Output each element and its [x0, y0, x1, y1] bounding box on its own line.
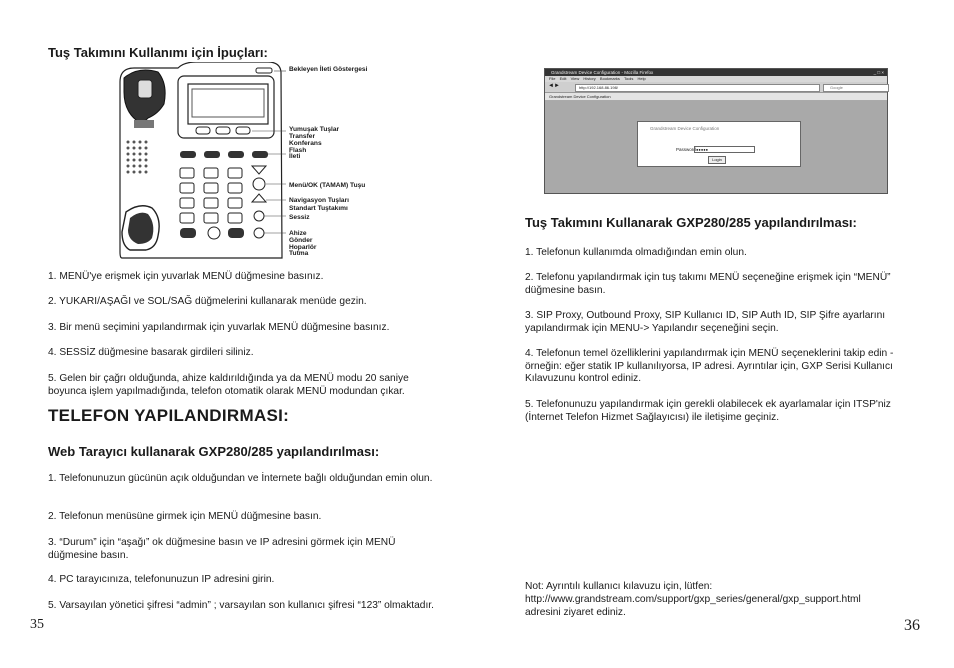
search-box[interactable]: Google: [823, 84, 889, 92]
menu-help[interactable]: Help: [637, 76, 646, 81]
keypad-step-2: 2. Telefonu yapılandırmak için tuş takımı MENÜ seçeneğine erişmek için “MENÜ” düğmesine basın.: [525, 272, 891, 296]
login-panel-title: Grandstream Device Configuration: [650, 126, 720, 131]
menu-bookmarks[interactable]: Bookmarks: [599, 76, 620, 81]
web-step-1: 1. Telefonunuzun gücünün açık olduğundan ve İnternete bağlı olduğundan emin olun.: [48, 473, 433, 484]
tip-5: 5. Gelen bir çağrı olduğunda, ahize kaldırıldığında ya da MENÜ modu 20 saniye boyunca işlem yapılmadığında, telefon otomatik olarak MENÜ modundan çıkar.: [48, 373, 409, 397]
login-button[interactable]: Login: [708, 156, 726, 164]
window-controls-icon: _ □ ×: [873, 70, 884, 75]
label-menu-ok: Menü/OK (TAMAM) Tuşu: [289, 182, 366, 189]
label-handset: Ahize: [289, 230, 307, 237]
web-config-title: Web Tarayıcı kullanarak GXP280/285 yapılandırılması:: [48, 444, 380, 459]
label-send: Gönder: [289, 237, 313, 244]
note-end: adresini ziyaret ediniz.: [525, 607, 626, 618]
password-input[interactable]: ●●●●●: [694, 146, 755, 153]
label-navigation: Navigasyon Tuşları: [289, 197, 349, 204]
tip-1: 1. MENÜ'ye erişmek için yuvarlak MENÜ düğmesine basınız.: [48, 271, 324, 282]
url-bar[interactable]: http://192.168.86.198/: [575, 84, 820, 92]
back-forward-icon[interactable]: ◄►: [548, 83, 560, 89]
login-panel: [637, 121, 801, 167]
menu-view[interactable]: View: [570, 76, 580, 81]
menu-edit[interactable]: Edit: [559, 76, 567, 81]
tip-2: 2. YUKARI/AŞAĞI ve SOL/SAĞ düğmelerini kullanarak menüde gezin.: [48, 296, 367, 307]
tips-title: Tuş Takımını Kullanımı için İpuçları:: [48, 45, 268, 60]
menu-history[interactable]: History: [583, 76, 596, 81]
keypad-step-3: 3. SIP Proxy, Outbound Proxy, SIP Kullanıcı ID, SIP Auth ID, SIP Şifre ayarlarını yapılandırmak için MENU-> Yapılandır seçeneğini seçin.: [525, 310, 886, 334]
label-conference: Konferans: [289, 140, 322, 147]
tip-3: 3. Bir menü seçimini yapılandırmak için yuvarlak MENÜ düğmesine basınız.: [48, 322, 390, 333]
label-speaker: Hoparlör: [289, 244, 317, 251]
section-title: TELEFON YAPILANDIRMASI:: [48, 406, 290, 425]
menu-file[interactable]: File: [549, 76, 556, 81]
keypad-step-4: 4. Telefonun temel özelliklerini yapılandırmak için MENÜ seçeneklerini takip edin - örneğin: eğer statik IP kullanılıyorsa, IP adresi. Ayrıntılar için, GXP Serisi Kullanıcı Kılavuzunu kontrol ediniz.: [525, 348, 894, 384]
page-number-left: 35: [30, 617, 44, 632]
label-mute: Sessiz: [289, 214, 310, 221]
browser-titlebar: [545, 69, 887, 76]
note-line: Not: Ayrıntılı kullanıcı kılavuzu için, lütfen:: [525, 581, 713, 592]
menu-tools[interactable]: Tools: [623, 76, 634, 81]
label-soft-keys: Yumuşak Tuşlar: [289, 126, 340, 133]
label-message-indicator: Bekleyen İleti Göstergesi: [289, 66, 368, 73]
password-label: Password: [676, 147, 696, 152]
keypad-step-1: 1. Telefonun kullanımda olmadığından emin olun.: [525, 247, 747, 258]
page-number-right: 36: [904, 617, 920, 634]
note-url[interactable]: http://www.grandstream.com/support/gxp_series/general/gxp_support.html: [525, 594, 861, 605]
keypad-config-title: Tuş Takımını Kullanarak GXP280/285 yapılandırılması:: [525, 215, 857, 230]
label-message: İleti: [289, 153, 301, 160]
label-transfer: Transfer: [289, 133, 316, 140]
browser-tab[interactable]: [545, 93, 887, 101]
web-step-5: 5. Varsayılan yönetici şifresi “admin” ; varsayılan son kullanıcı şifresi “123” olmaktadır.: [48, 600, 434, 611]
web-step-4: 4. PC tarayıcınıza, telefonunuzun IP adresini girin.: [48, 574, 275, 585]
web-step-2: 2. Telefonun menüsüne girmek için MENÜ düğmesine basın.: [48, 511, 322, 522]
browser-title: Grandstream Device Configuration - Mozilla Firefox: [551, 70, 654, 75]
browser-toolbar: [545, 82, 887, 93]
tip-4: 4. SESSİZ düğmesine basarak girdileri siliniz.: [48, 347, 254, 358]
phone-diagram: [118, 62, 286, 262]
browser-screenshot: [544, 68, 888, 194]
tab-label: Grandstream Device Configuration: [549, 94, 611, 99]
label-standard-keypad: Standart Tuştakımı: [289, 205, 348, 212]
web-step-3: 3. “Durum” için “aşağı” ok düğmesine basın ve IP adresini görmek için MENÜ düğmesine basın.: [48, 537, 396, 561]
keypad-step-5: 5. Telefonunuzu yapılandırmak için gerekli olabilecek ek ayarlamalar için ITSP'niz (İnternet Telefon Hizmet Sağlayıcısı) ile iletişime geçiniz.: [525, 399, 891, 423]
label-flash: Flash: [289, 147, 307, 154]
label-hold: Tutma: [289, 250, 309, 257]
